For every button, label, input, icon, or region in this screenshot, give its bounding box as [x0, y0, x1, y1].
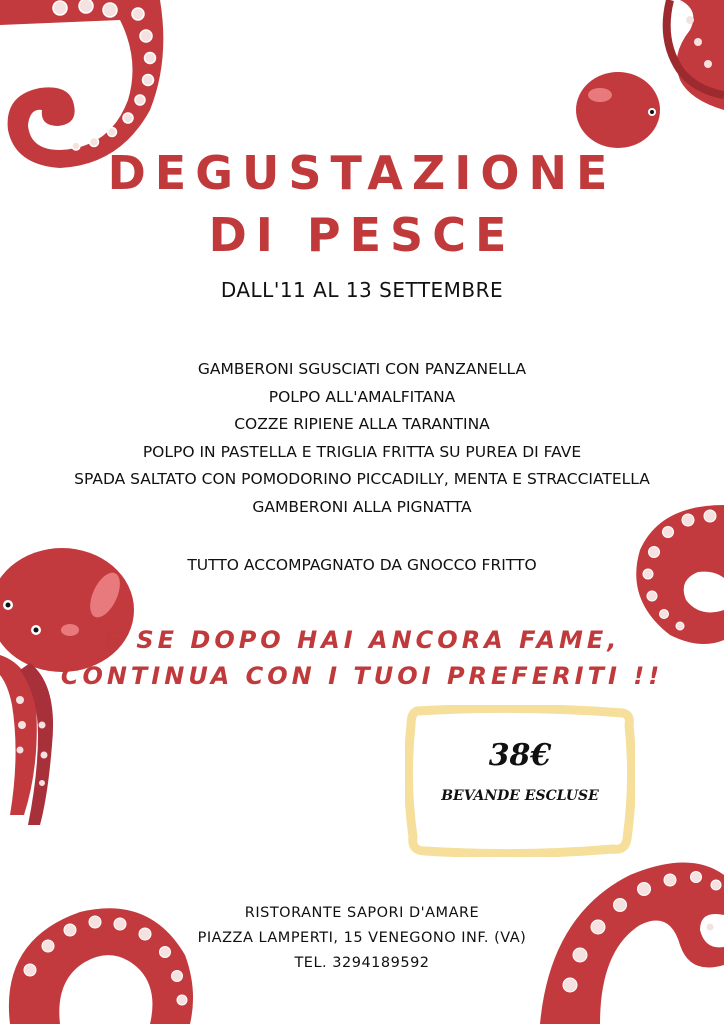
menu-item: POLPO IN PASTELLA E TRIGLIA FRITTA SU PUREA DI FAVE [142, 442, 582, 461]
price-frame-icon [405, 705, 635, 857]
slogan-line-1: E SE DOPO HAI ANCORA FAME, [103, 626, 621, 654]
restaurant-phone: TEL. 3294189592 [294, 955, 430, 971]
event-dates: DALL'11 AL 13 SETTEMBRE [220, 278, 504, 302]
accompaniment-note: TUTTO ACCOMPAGNATO DA GNOCCO FRITTO [187, 556, 537, 574]
menu-item: GAMBERONI ALLA PIGNATTA [252, 497, 472, 516]
title-line-1: DEGUSTAZIONE [107, 146, 617, 200]
price: 38€ [488, 738, 552, 773]
octopus-top-right-icon [570, 0, 724, 160]
menu-item: POLPO ALL'AMALFITANA [268, 387, 456, 406]
restaurant-address: PIAZZA LAMPERTI, 15 VENEGONO INF. (VA) [197, 930, 527, 946]
menu-item: SPADA SALTATO CON POMODORINO PICCADILLY, MENTA E STRACCIATELLA [74, 470, 650, 488]
menu-item: GAMBERONI SGUSCIATI CON PANZANELLA [197, 360, 527, 378]
slogan-line-2: CONTINUA CON I TUOI PREFERITI !! [60, 662, 664, 690]
menu-item: COZZE RIPIENE ALLA TARANTINA [234, 415, 490, 433]
menu-list [0, 356, 724, 521]
restaurant-name: RISTORANTE SAPORI D'AMARE [244, 905, 480, 921]
price-note: BEVANDE ESCLUSE [441, 788, 599, 804]
title-line-2: DI PESCE [208, 208, 516, 262]
